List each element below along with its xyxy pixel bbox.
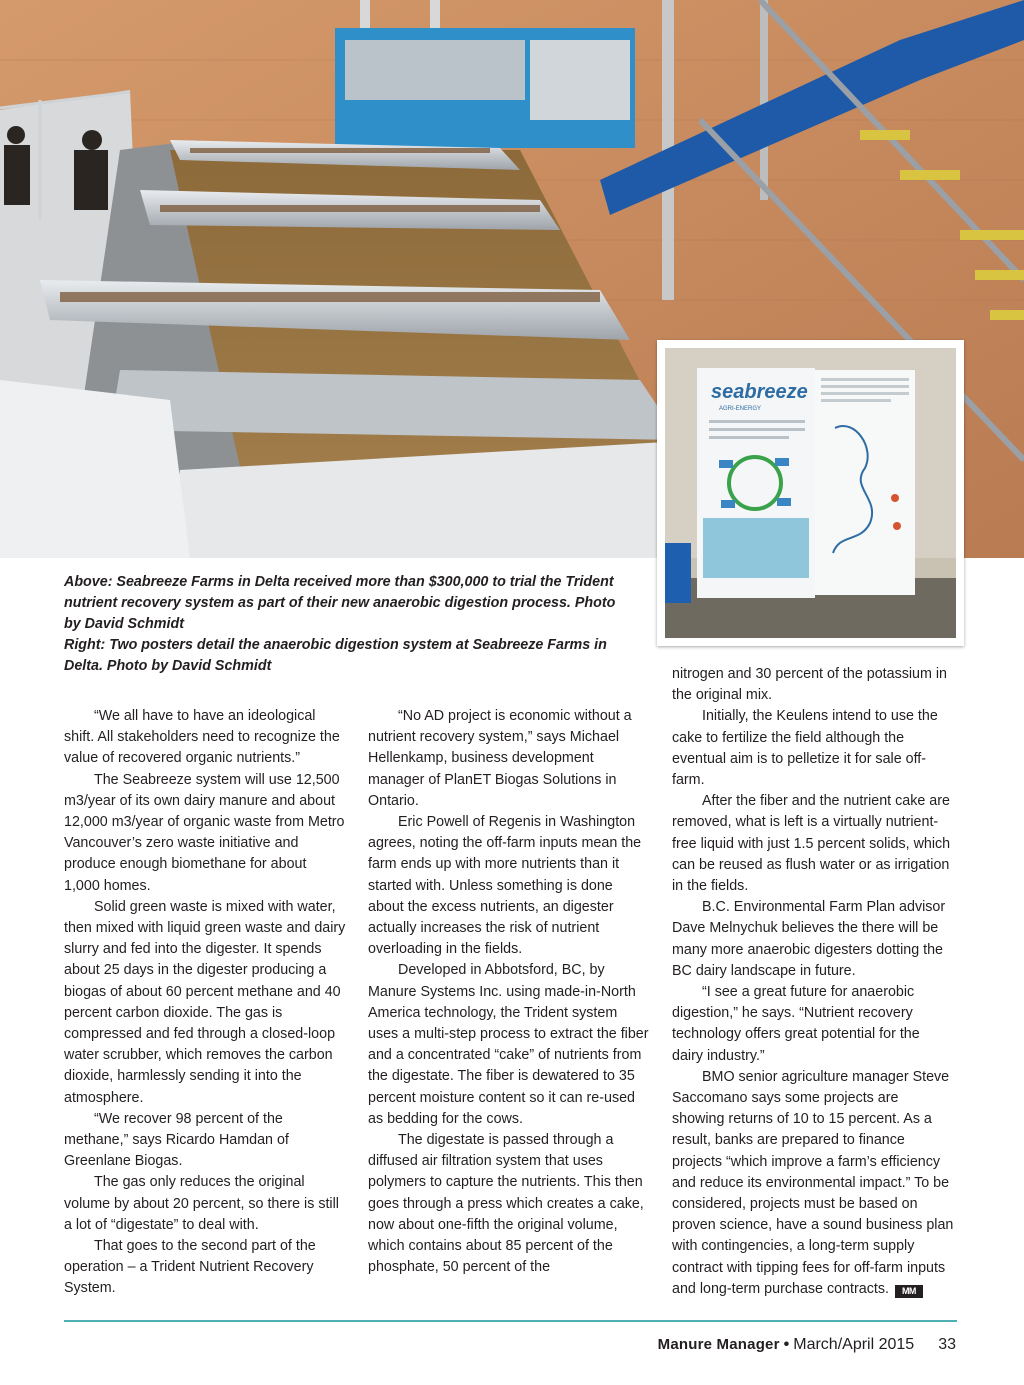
- photo-caption: [64, 572, 634, 677]
- paragraph: “We all have to have an ideological shift. All stakeholders need to recognize the value of recovered organic nutrients.”: [64, 708, 340, 767]
- footer-bullet: •: [783, 1336, 790, 1353]
- paragraph: “We recover 98 percent of the methane,” says Ricardo Hamdan of Greenlane Biogas.: [64, 1110, 289, 1170]
- paragraph: Developed in Abbotsford, BC, by Manure Systems Inc. using made-in-North America technology, the Trident system uses a multi-step process to extract the fiber and a concentrated “cake” of nutrients from the digestate. The fiber is dewatered to 35 percent moisture content so it can re-used as bedding for the cows.: [368, 962, 649, 1127]
- paragraph: “No AD project is economic without a nutrient recovery system,” says Michael Hellenkamp, business development manager of PlanET Biogas Solutions in Ontario.: [368, 708, 632, 809]
- paragraph: After the fiber and the nutrient cake are removed, what is left is a virtually nutrient-free liquid with just 1.5 percent solids, which can be reused as flush water or as irrigation in the fields.: [672, 793, 951, 895]
- paragraph: The Seabreeze system will use 12,500 m3/year of its own dairy manure and about 12,000 m3/year of organic waste from Metro Vancouver’s zero waste initiative and produce enough biomethane for about 1,000 homes.: [64, 771, 345, 894]
- poster-logo-sub: AGRI-ENERGY: [719, 406, 762, 412]
- page-number: 33: [938, 1336, 956, 1353]
- article-column-3: [672, 664, 954, 1300]
- paragraph: “I see a great future for anaerobic digestion,” he says. “Nutrient recovery technology offers great potential for the dairy industry.”: [672, 984, 920, 1064]
- caption-above: Above: Seabreeze Farms in Delta received more than $300,000 to trial the Trident nutrient recovery system as part of their new anaerobic digestion process. Photo by David Schmidt: [64, 574, 616, 632]
- poster-logo: seabreeze: [711, 381, 808, 403]
- page-footer: [658, 1334, 956, 1356]
- issue-date: March/April 2015: [793, 1336, 915, 1353]
- paragraph: That goes to the second part of the operation – a Trident Nutrient Recovery System.: [64, 1238, 316, 1297]
- inset-photo-illustration: [665, 348, 956, 638]
- paragraph: The gas only reduces the original volume by about 20 percent, so there is still a lot of “digestate” to deal with.: [64, 1174, 339, 1233]
- paragraph: Solid green waste is mixed with water, then mixed with liquid green waste and dairy slurry and fed into the digester. It spends about 25 days in the digester producing a biogas of about 60 percent methane and 40 percent carbon dioxide. The gas is compressed and fed through a closed-loop water scrubber, which removes the carbon dioxide, harmlessly sending it into the atmosphere.: [64, 898, 346, 1106]
- article-column-2: [368, 706, 650, 1278]
- paragraph-continued: nitrogen and 30 percent of the potassium in the original mix.: [672, 666, 947, 704]
- paragraph: B.C. Environmental Farm Plan advisor Dave Melnychuk believes the there will be many more anaerobic digesters dotting the BC dairy landscape in future.: [672, 899, 946, 979]
- paragraph: The digestate is passed through a diffused air filtration system that uses polymers to capture the nutrients. This then goes through a press which creates a cake, now about one-fifth the original volume, which contains about 85 percent of the phosphate, 50 percent of the: [368, 1132, 644, 1276]
- paragraph: Eric Powell of Regenis in Washington agrees, noting the off-farm inputs mean the farm ends up with more nutrients than it started with. Unless something is done about the excess nutrients, an digester actually increases the risk of nutrient overloading in the fields.: [368, 814, 642, 958]
- article-column-1: [64, 706, 346, 1300]
- footer-rule: [64, 1320, 957, 1322]
- paragraph: Initially, the Keulens intend to use the cake to fertilize the field although the eventual aim is to pelletize it for sale off-farm.: [672, 708, 938, 789]
- inset-photo: [657, 340, 964, 646]
- publication-name: Manure Manager: [657, 1336, 780, 1353]
- end-mark-icon: MM: [895, 1285, 923, 1298]
- caption-right: Right: Two posters detail the anaerobic digestion system at Seabreeze Farms in Delta. Photo by David Schmidt: [64, 637, 607, 674]
- paragraph-last-text: BMO senior agriculture manager Steve Saccomano says some projects are showing returns of 10 to 15 percent. As a result, banks are prepared to finance projects “which improve a farm’s efficiency and reduce its environmental impact.” To be considered, projects must be based on proven science, have a sound business plan with contingencies, a long-term supply contract with tipping fees for off-farm inputs and long-term purchase contracts.: [672, 1068, 954, 1297]
- paragraph-last: [672, 1067, 954, 1300]
